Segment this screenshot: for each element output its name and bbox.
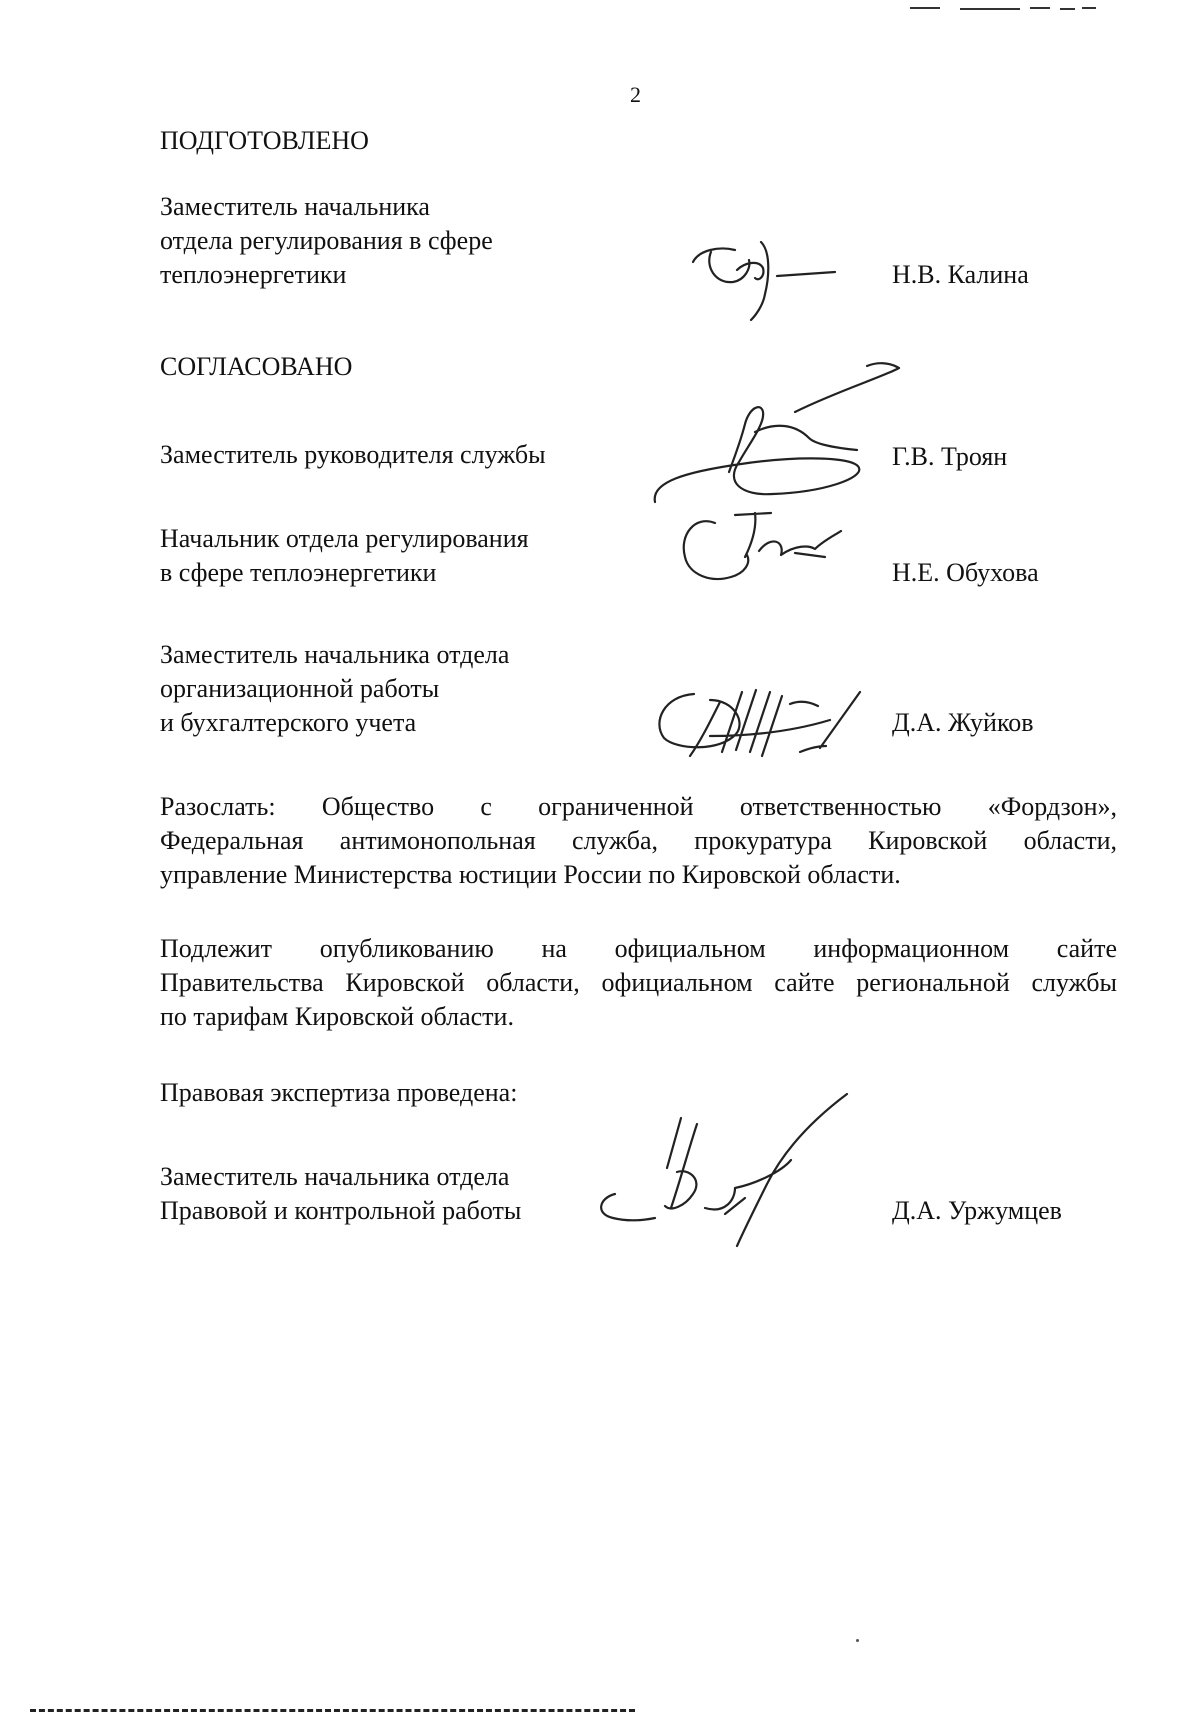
page-bottom-rule [30, 1709, 635, 1712]
distribution-list [160, 790, 1117, 892]
position-line: и бухгалтерского учета [160, 708, 417, 737]
legal-review-name: Д.А. Уржумцев [892, 1196, 1062, 1225]
position-line: теплоэнергетики [160, 260, 347, 289]
distribution-line: Разослать: Общество с ограниченной ответственностью «Фордзон», [160, 792, 1117, 821]
signatory-2-name: Н.Е. Обухова [892, 558, 1039, 587]
position-line: Правовой и контрольной работы [160, 1196, 522, 1225]
page-number: 2 [630, 82, 641, 107]
signatory-3-name: Д.А. Жуйков [892, 708, 1034, 737]
signature-urzhumtsev [585, 1088, 865, 1248]
signatory-1-name: Г.В. Троян [892, 442, 1008, 471]
prepared-heading: ПОДГОТОВЛЕНО [160, 126, 369, 155]
publication-line: Подлежит опубликованию на официальном информационном сайте [160, 934, 1117, 963]
publication-line: по тарифам Кировской области. [160, 1002, 514, 1031]
position-line: Заместитель начальника [160, 192, 430, 221]
position-line: Начальник отдела регулирования [160, 524, 529, 553]
approved-heading: СОГЛАСОВАНО [160, 352, 353, 381]
legal-review-position [160, 1160, 521, 1228]
signatory-2-position [160, 522, 529, 590]
signatory-3-position [160, 638, 509, 740]
signature-troyan [645, 352, 915, 512]
publication-note [160, 932, 1117, 1034]
distribution-line: управление Министерства юстиции России по Кировской области. [160, 860, 901, 889]
scan-top-edge-mark [900, 0, 1100, 6]
position-line: организационной работы [160, 674, 440, 703]
publication-line: Правительства Кировской области, официальном сайте региональной службы [160, 968, 1117, 997]
signature-zhuikov [650, 672, 880, 762]
signature-obukhova [675, 505, 845, 595]
position-line: Заместитель начальника отдела [160, 640, 510, 669]
position-line: отдела регулирования в сфере [160, 226, 493, 255]
prepared-name: Н.В. Калина [892, 260, 1029, 289]
distribution-line: Федеральная антимонопольная служба, прокуратура Кировской области, [160, 826, 1117, 855]
signature-kalina [685, 232, 845, 322]
scan-speck [856, 1639, 859, 1642]
position-line: Заместитель руководителя службы [160, 440, 546, 469]
legal-review-heading: Правовая экспертиза проведена: [160, 1078, 518, 1107]
signatory-1-position [160, 438, 546, 472]
position-line: Заместитель начальника отдела [160, 1162, 510, 1191]
position-line: в сфере теплоэнергетики [160, 558, 437, 587]
prepared-position [160, 190, 493, 292]
